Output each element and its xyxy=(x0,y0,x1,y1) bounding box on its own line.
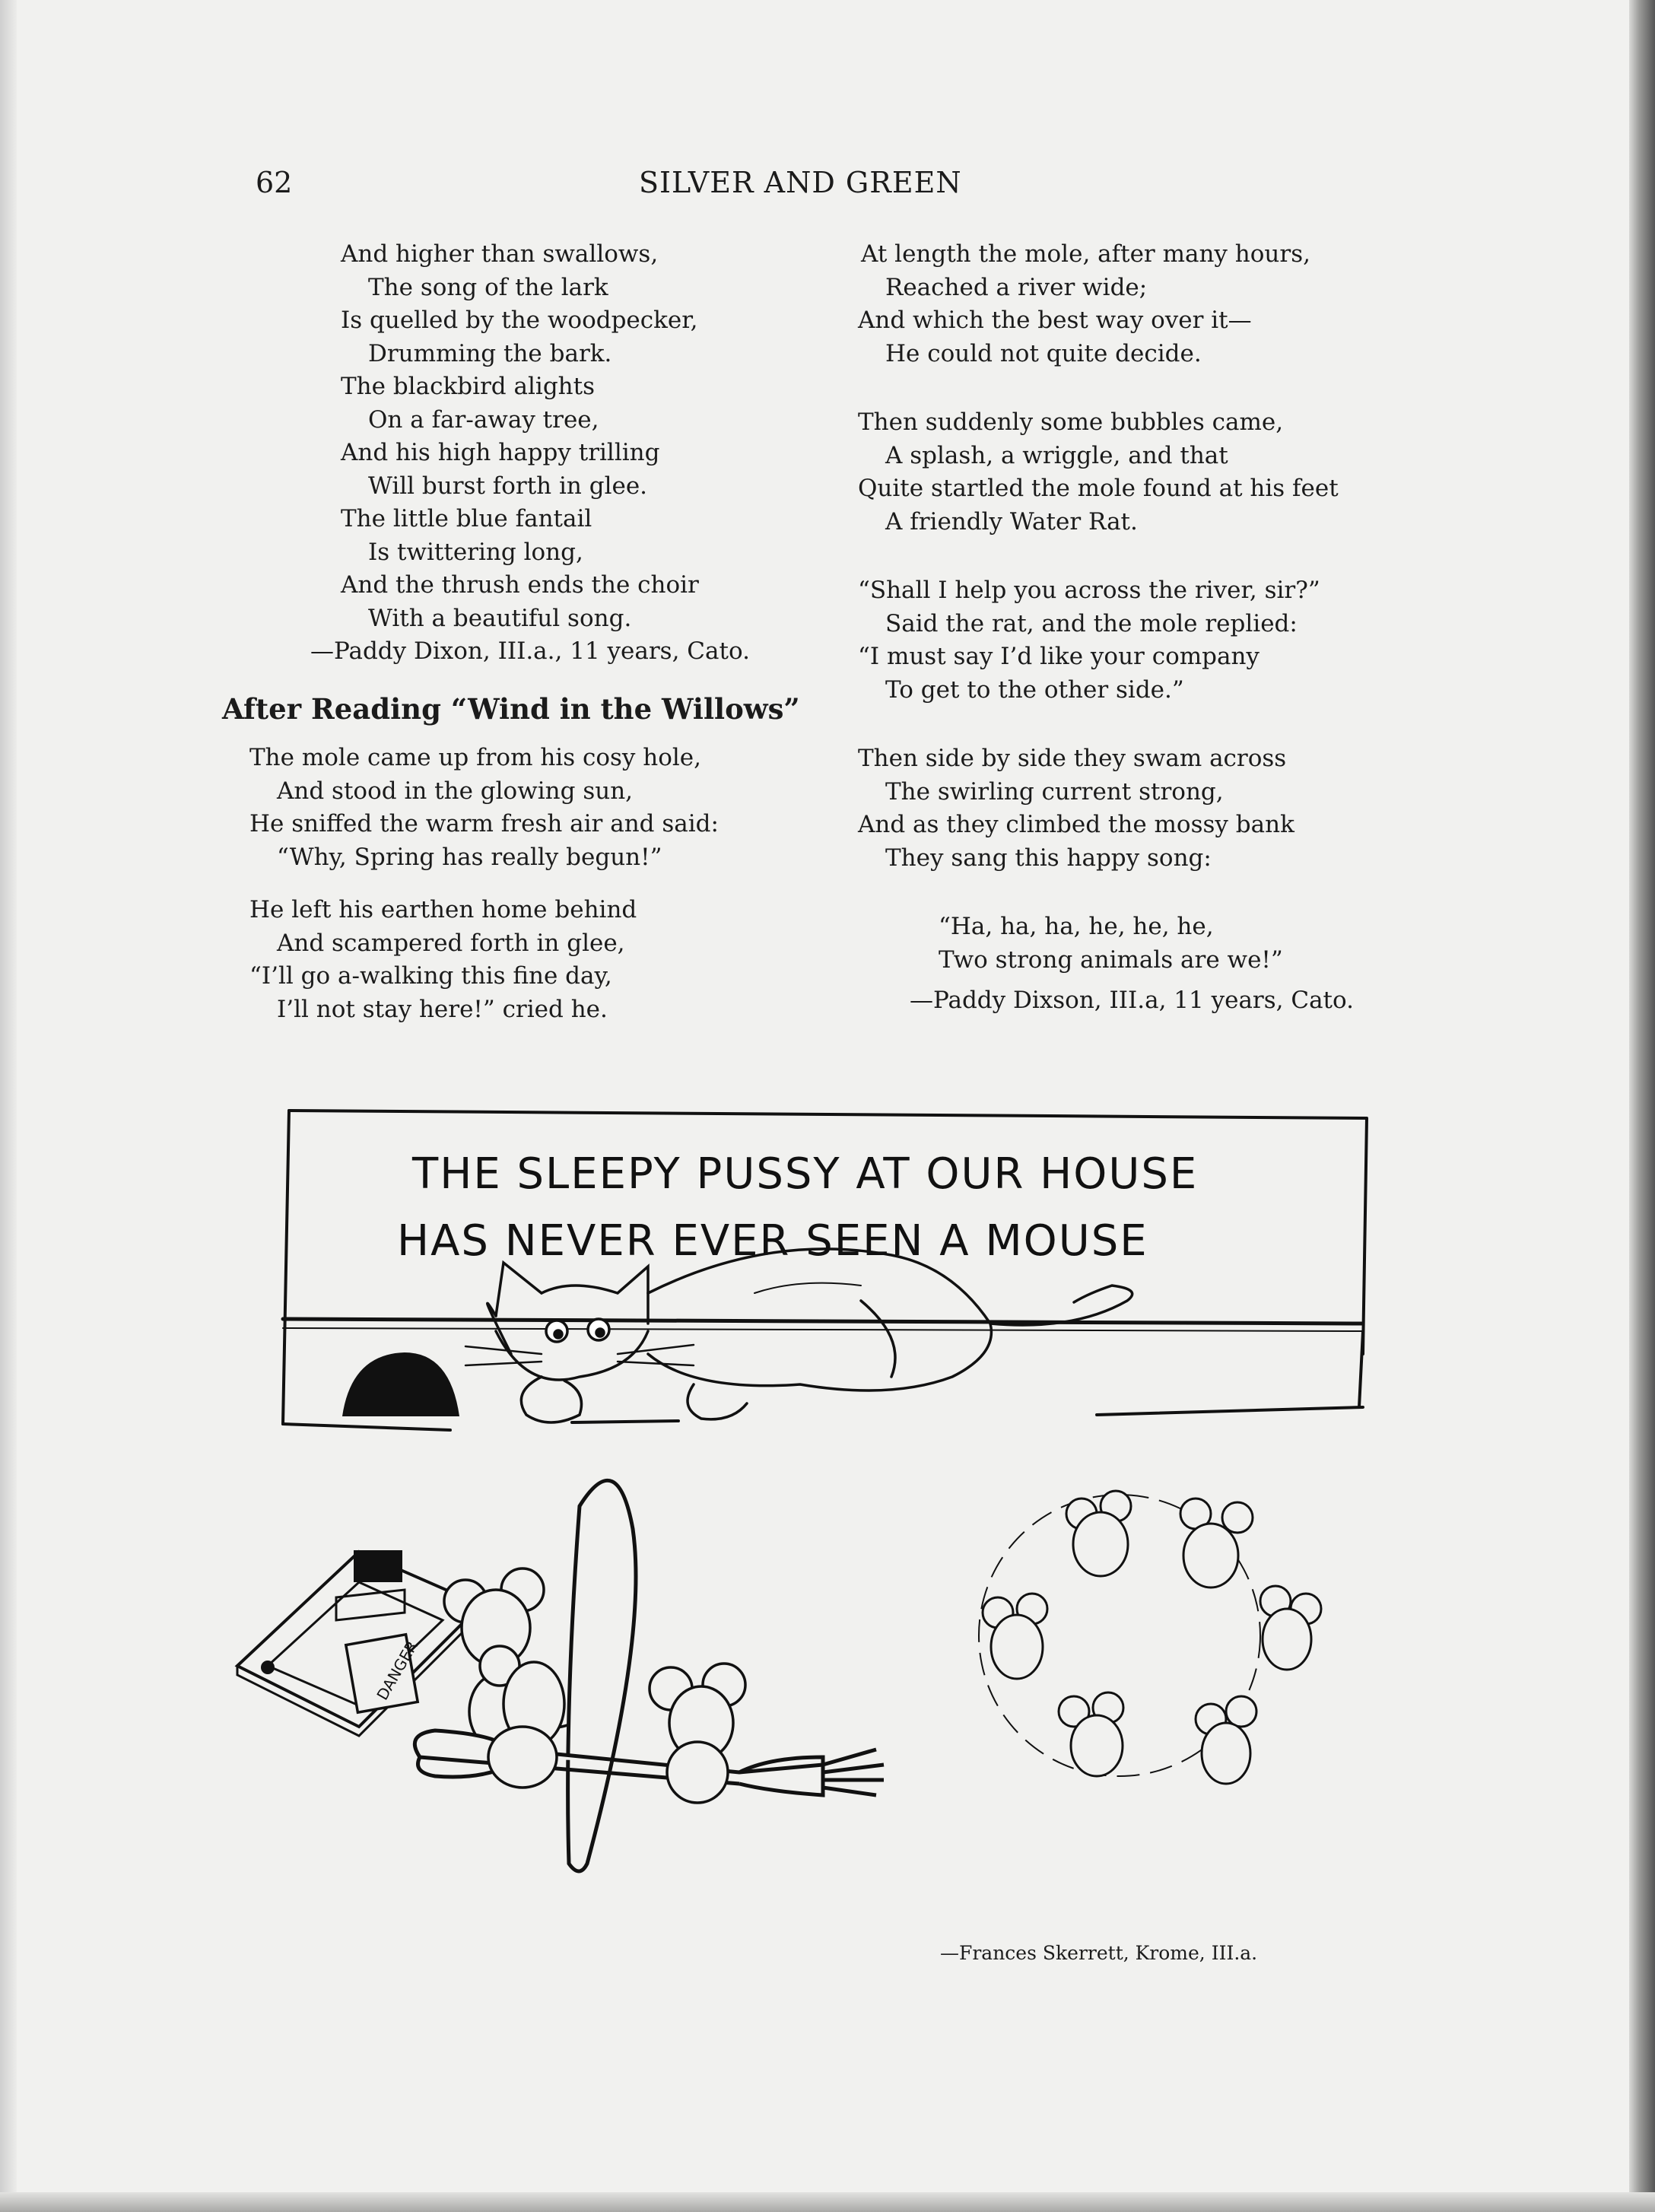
mouse xyxy=(1196,1696,1256,1784)
scan-edge-left xyxy=(0,0,17,2212)
mouse xyxy=(1059,1692,1123,1776)
poem-willows-part2 xyxy=(858,238,1406,1018)
mouse xyxy=(983,1594,1047,1679)
journal-title: SILVER AND GREEN xyxy=(639,166,962,199)
scan-edge-bottom xyxy=(0,2192,1655,2212)
poem-line: “Shall I help you across the river, sir?” xyxy=(858,577,1320,604)
running-head xyxy=(0,166,1655,211)
poem-line: “I’ll go a-walking this fine day, xyxy=(249,962,612,990)
cartoon-illustration xyxy=(222,1103,1386,1940)
poem-line: And which the best way over it— xyxy=(858,307,1252,334)
poem-line: With a beautiful song. xyxy=(368,604,632,632)
poem-line: Is twittering long, xyxy=(368,538,583,566)
poem-line: And scampered forth in glee, xyxy=(277,929,625,957)
poem-line: The swirling current strong, xyxy=(885,777,1224,806)
poem-line: Two strong animals are we!” xyxy=(939,946,1283,974)
cartoon-drawing xyxy=(222,1103,1386,1940)
illustrator-credit: —Frances Skerrett, Krome, III.a. xyxy=(940,1942,1258,1964)
poem-line: He could not quite decide. xyxy=(885,339,1202,367)
poem-line: Reached a river wide; xyxy=(885,273,1148,301)
poem-line: “Why, Spring has really begun!” xyxy=(277,843,662,871)
poem-line: To get to the other side.” xyxy=(885,675,1184,704)
poem-line: “I must say I’d like your company xyxy=(858,643,1260,670)
poem-line: I’ll not stay here!” cried he. xyxy=(277,995,608,1023)
poem-line: The song of the lark xyxy=(368,273,608,301)
poem-attribution: —Paddy Dixon, III.a., 11 years, Cato. xyxy=(310,637,750,665)
poem-title: After Reading “Wind in the Willows” xyxy=(222,692,800,726)
cartoon-caption-line2: HAS NEVER EVER SEEN A MOUSE xyxy=(397,1216,1148,1266)
poem-line: He sniffed the warm fresh air and said: xyxy=(249,810,719,837)
poem-line: A splash, a wriggle, and that xyxy=(885,441,1228,469)
poem-line: Will burst forth in glee. xyxy=(368,472,648,500)
poem-line: Is quelled by the woodpecker, xyxy=(341,307,698,334)
poem-line: And higher than swallows, xyxy=(341,240,659,268)
poem-line: On a far-away tree, xyxy=(368,405,599,434)
cat-figure xyxy=(465,1249,1132,1422)
poem-line: And his high happy trilling xyxy=(341,439,660,466)
poem-birds xyxy=(310,238,789,669)
poem-line: The mole came up from his cosy hole, xyxy=(249,744,702,771)
poem-willows-part1 xyxy=(249,742,782,1026)
scan-edge-right xyxy=(1629,0,1655,2212)
mice-circle xyxy=(979,1491,1321,1784)
danger-sign-text: DANGER xyxy=(373,1637,422,1704)
mouse xyxy=(1066,1491,1131,1576)
cartoon-caption-line1: THE SLEEPY PUSSY AT OUR HOUSE xyxy=(412,1149,1199,1199)
poem-attribution: —Paddy Dixson, III.a, 11 years, Cato. xyxy=(910,987,1354,1014)
poem-line: Said the rat, and the mole replied: xyxy=(885,609,1298,637)
poem-line: And stood in the glowing sun, xyxy=(277,777,634,805)
poem-line: “Ha, ha, ha, he, he, he, xyxy=(939,913,1214,940)
poem-line: Then suddenly some bubbles came, xyxy=(858,408,1284,436)
poem-line: Drumming the bark. xyxy=(368,339,612,367)
page-number: 62 xyxy=(256,166,293,199)
poem-line: A friendly Water Rat. xyxy=(885,507,1138,536)
poem-line: And the thrush ends the choir xyxy=(341,571,699,599)
poem-line: The little blue fantail xyxy=(341,505,592,532)
poem-line: He left his earthen home behind xyxy=(249,896,637,923)
mouse xyxy=(1260,1586,1321,1670)
poem-line: The blackbird alights xyxy=(341,373,595,400)
poem-line: At length the mole, after many hours, xyxy=(861,240,1310,268)
poem-line: They sang this happy song: xyxy=(885,844,1212,872)
poem-line: Quite startled the mole found at his feet xyxy=(858,475,1339,502)
mouse-hole xyxy=(342,1352,459,1416)
mouse xyxy=(1180,1499,1253,1587)
poem-line: Then side by side they swam across xyxy=(858,745,1287,772)
poem-line: And as they climbed the mossy bank xyxy=(858,811,1294,838)
